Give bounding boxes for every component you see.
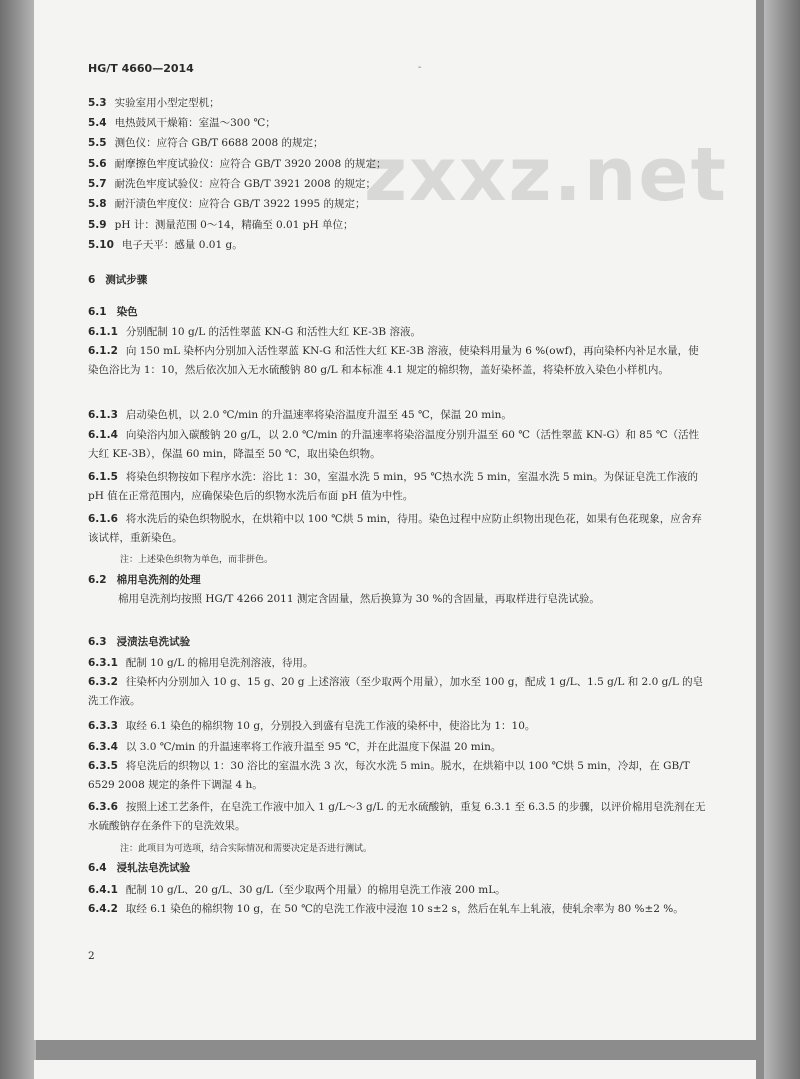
section-6-3-heading: 6.3 浸渍法皂洗试验: [88, 636, 191, 648]
para-6-1-2: 6.1.2 向 150 mL 染杯内分别加入活性翠蓝 KN-G 和活性大红 KE-3B 溶液，使染料用量为 6 %(owf)，再向染杯内补足水量，使染色浴比为 1：10，然后依次加入无水硫酸钠 80 g/L 和本标准 4.1 规定的棉织物，盖好染杯盖，将染杯放入染色小样机内。: [88, 345, 699, 376]
page-number: 2: [88, 950, 95, 962]
header-dash: -: [418, 62, 422, 73]
item-5-9: 5.9 pH 计：测量范围 0～14，精确至 0.01 pH 单位；: [88, 219, 354, 231]
item-5-4: 5.4 电热鼓风干燥箱：室温～300 ℃；: [88, 117, 276, 129]
para-6-1-4: 6.1.4 向染浴内加入碳酸钠 20 g/L，以 2.0 ℃/min 的升温速率将染浴温度分别升温至 60 ℃（活性翠蓝 KN-G）和 85 ℃（活性大红 KE-3B），保温 60 min，降温至 50 ℃，取出染色织物。: [88, 429, 700, 460]
note-optional: 注：此项目为可选项，结合实际情况和需要决定是否进行测试。: [120, 844, 373, 854]
para-6-3-3: 6.3.3 取经 6.1 染色的棉织物 10 g，分别投入到盛有皂洗工作液的染杯中，使浴比为 1：10。: [88, 720, 536, 732]
para-6-1-1: 6.1.1 分别配制 10 g/L 的活性翠蓝 KN-G 和活性大红 KE-3B 溶液。: [88, 326, 421, 338]
para-6-1-3: 6.1.3 启动染色机，以 2.0 ℃/min 的升温速率将染浴温度升温至 45 ℃，保温 20 min。: [88, 409, 512, 421]
para-6-1-5: 6.1.5 将染色织物按如下程序水洗：浴比 1：30，室温水洗 5 min，95 ℃热水洗 5 min，室温水洗 5 min。为保证皂洗工作液的 pH 值在正常范围内，应确保染色后的织物水洗后布面 pH 值为中性。: [88, 471, 699, 502]
item-5-6: 5.6 耐摩擦色牢度试验仪：应符合 GB/T 3920 2008 的规定；: [88, 158, 387, 170]
para-6-4-2: 6.4.2 取经 6.1 染色的棉织物 10 g，在 50 ℃的皂洗工作液中浸泡 10 s±2 s，然后在轧车上轧液，使轧余率为 80 %±2 %。: [88, 903, 684, 915]
item-5-10: 5.10 电子天平：感量 0.01 g。: [88, 239, 243, 251]
para-6-3-4: 6.3.4 以 3.0 ℃/min 的升温速率将工作液升温至 95 ℃，并在此温度下保温 20 min。: [88, 741, 502, 753]
item-5-7: 5.7 耐洗色牢度试验仪：应符合 GB/T 3921 2008 的规定；: [88, 178, 377, 190]
item-5-3: 5.3 实验室用小型定型机；: [88, 97, 220, 109]
doc-code: HG/T 4660—2014: [88, 62, 194, 75]
note-dyeing: 注：上述染色织物为单色，而非拼色。: [120, 555, 274, 565]
section-6-4-heading: 6.4 浸轧法皂洗试验: [88, 862, 191, 874]
section-6-1-heading: 6.1 染色: [88, 306, 138, 318]
section-6-heading: 6 测试步骤: [88, 274, 148, 286]
para-6-3-1: 6.3.1 配制 10 g/L 的棉用皂洗剂溶液，待用。: [88, 657, 314, 669]
left-shadow: [0, 0, 36, 1079]
para-6-3-6: 6.3.6 按照上述工艺条件，在皂洗工作液中加入 1 g/L～3 g/L 的无水硫酸钠，重复 6.3.1 至 6.3.5 的步骤，以评价棉用皂洗剂在无水硫酸钠存在条件下的皂洗效果。: [88, 801, 706, 832]
document-page: [34, 0, 756, 1040]
item-5-5: 5.5 测色仪：应符合 GB/T 6688 2008 的规定；: [88, 137, 324, 149]
watermark: zxxz.net: [364, 132, 728, 218]
para-6-1-6: 6.1.6 将水洗后的染色织物脱水，在烘箱中以 100 ℃烘 5 min，待用。染色过程中应防止织物出现色花，如果有色花现象，应舍弃该试样，重新染色。: [88, 513, 702, 544]
para-6-3-5: 6.3.5 将皂洗后的织物以 1：30 浴比的室温水洗 3 次，每次水洗 5 min。脱水，在烘箱中以 100 ℃烘 5 min，冷却，在 GB/T 6529 2008 规定的条件下调湿 4 h。: [88, 760, 690, 791]
right-shadow: [764, 0, 800, 1079]
para-6-3-2: 6.3.2 往染杯内分别加入 10 g、15 g、20 g 上述溶液（至少取两个用量），加水至 100 g，配成 1 g/L、1.5 g/L 和 2.0 g/L 的皂洗工作液。: [88, 676, 704, 707]
item-5-8: 5.8 耐汗渍色牢度仪：应符合 GB/T 3922 1995 的规定；: [88, 198, 366, 210]
next-page-edge: [34, 1060, 756, 1079]
section-6-2-heading: 6.2 棉用皂洗剂的处理: [88, 574, 201, 586]
para-6-4-1: 6.4.1 配制 10 g/L、20 g/L、30 g/L（至少取两个用量）的棉用皂洗工作液 200 mL。: [88, 884, 506, 896]
para-6-2: 棉用皂洗剂均按照 HG/T 4266 2011 测定含固量，然后换算为 30 %的含固量，再取样进行皂洗试验。: [118, 593, 600, 605]
